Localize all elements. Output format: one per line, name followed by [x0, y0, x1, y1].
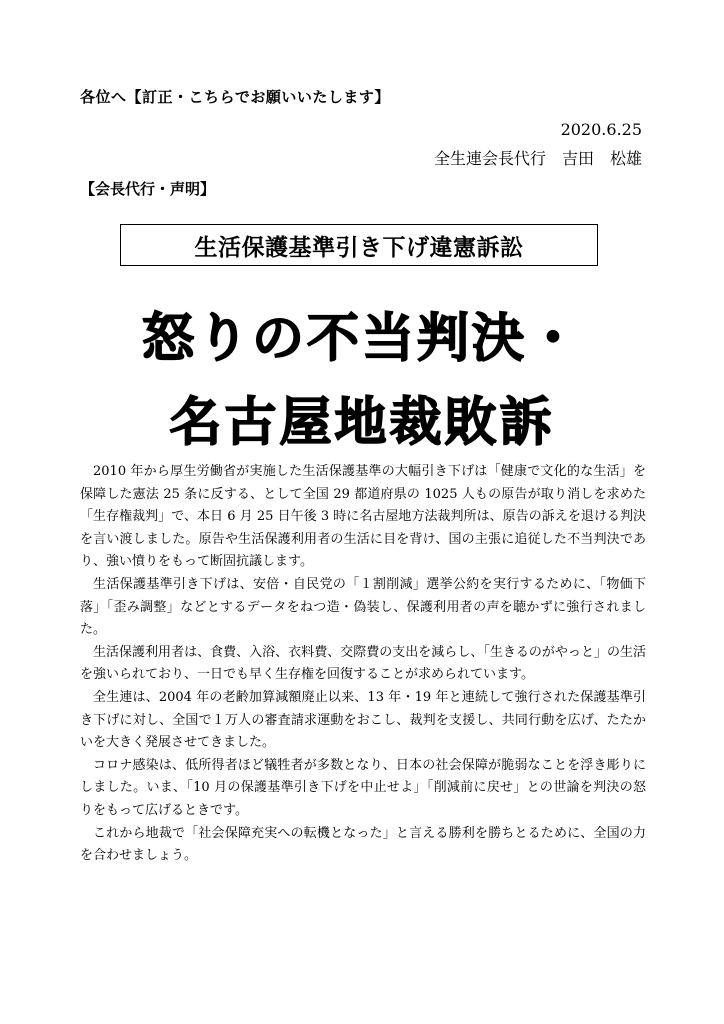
body-paragraph: 全生連は、2004 年の老齢加算減額廃止以来、13 年・19 年と連続して強行された保護基準引き下げに対し、全国で１万人の審査請求運動をおこし、裁判を支援し、共同行動を広げ、たたかいを大きく発展させてきました。 [80, 689, 646, 751]
lawsuit-title: 生活保護基準引き下げ違憲訴訟 [194, 234, 524, 261]
headline-line-2: 名古屋地裁敗訴 [169, 393, 555, 453]
statement-body [80, 461, 646, 868]
body-paragraph: これから地裁で「社会保障充実への転機となった」と言える勝利を勝ちとるために、全国の力を合わせましょう。 [80, 825, 646, 864]
body-paragraph: 生活保護基準引き下げは、安倍・自民党の「１割削減」選挙公約を実行するために、「物価下落」「歪み調整」などとするデータをねつ造・偽装し、保護利用者の声を聴かずに強行されました。 [80, 576, 646, 638]
author-line: 全生連会長代行 吉田 松雄 [433, 149, 642, 168]
addressee-line: 各位へ【訂正・こちらでお願いいたします】 [80, 88, 390, 106]
lawsuit-title-box [120, 224, 598, 266]
statement-category: 【会長代行・声明】 [80, 180, 216, 198]
body-paragraph: コロナ感染は、低所得者ほど犠牲者が多数となり、日本の社会保障が脆弱なことを浮き彫りにしました。いま、「10 月の保護基準引き下げを中止せよ」「削減前に戻せ」との世論を判決の怒りをもって広げるときです。 [80, 757, 646, 818]
body-paragraph: 生活保護利用者は、食費、入浴、衣料費、交際費の支出を減らし、「生きるのがやっと」の生活を強いられており、一日でも早く生存権を回復することが求められています。 [80, 644, 646, 683]
body-paragraph: 2010 年から厚生労働省が実施した生活保護基準の大幅引き下げは「健康で文化的な生活」を保障した憲法 25 条に反する、として全国 29 都道府県の 1025 人もの原告が取り消しを求めた「生存権裁判」で、本日 6 月 25 日午後 3 時に名古屋地方法裁判所は、原告の訴えを退ける判決を言い渡しました。原告や生活保護利用者の生活に目を背け、国の主張に追従した不当判決であり、強い憤りをもって断固抗議します。 [80, 464, 646, 570]
document-date: 2020.6.25 [560, 120, 642, 139]
headline-line-1: 怒りの不当判決・ [141, 309, 582, 369]
